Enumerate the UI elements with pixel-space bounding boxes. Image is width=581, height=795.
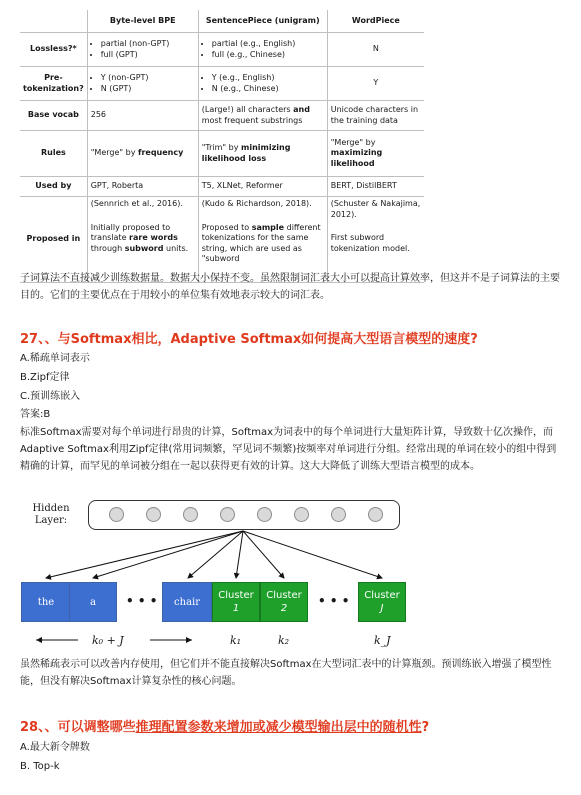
- list-item: • partial (non-GPT): [101, 39, 195, 50]
- table-header-bpe: Byte-level BPE: [87, 10, 198, 33]
- row-label-pretokenization: Pre-tokenization?: [20, 67, 87, 101]
- cluster-label: [266, 589, 302, 615]
- cluster-index: J: [380, 603, 384, 614]
- text: (Large!) all characters: [201, 105, 294, 114]
- k2-label: k₂: [278, 634, 290, 647]
- text: Proposed to: [201, 222, 252, 232]
- citation: (Schuster & Nakajima, 2012).: [330, 199, 421, 219]
- cell: 256: [87, 101, 198, 131]
- text: "Merge" by: [330, 137, 376, 147]
- text-bold: frequency: [137, 148, 184, 158]
- text: different tokenizations for the same string, which are used as "subword: [201, 222, 321, 263]
- row-label-proposed-in: Proposed in: [20, 197, 87, 283]
- text-bold: rare words: [129, 233, 178, 242]
- text-bold: subword: [124, 243, 164, 253]
- cell: BERT, DistilBERT: [327, 177, 424, 197]
- question-27-title: 27、、与Softmax相比，Adaptive Softmax如何提高大型语言模型的速度?: [20, 332, 478, 347]
- hidden-layer-label: Hidden Layer:: [32, 503, 70, 526]
- list-item: • Y (non-GPT): [101, 73, 195, 84]
- cell: Unicode characters in the training data: [327, 101, 424, 131]
- kj-label: [374, 634, 391, 647]
- cluster-index: 2: [280, 603, 288, 614]
- cell: GPT, Roberta: [87, 177, 198, 197]
- option-a: A.稀疏单词表示: [20, 353, 90, 364]
- cluster-word: Cluster: [218, 590, 254, 601]
- k1-label: k₁: [230, 634, 242, 647]
- text: Initially proposed to translate: [90, 222, 171, 242]
- cluster-word: Cluster: [266, 590, 302, 601]
- option-c: C.预训练嵌入: [20, 391, 81, 402]
- list-item: • partial (e.g., English): [212, 39, 324, 50]
- text: "Trim" by: [201, 143, 242, 152]
- list-item: • N (e.g., Chinese): [212, 84, 324, 95]
- text-bold: minimizing likelihood loss: [201, 143, 291, 163]
- list-item: • N (GPT): [101, 84, 195, 95]
- title-part: 28、、可以调整哪些: [20, 720, 136, 735]
- explanation-27: 标准Softmax需要对每个单词进行昂贵的计算，Softmax为词表中的每个单词进行大量矩阵计算，导致数十亿次操作，而Adaptive Softmax利用Zipf定律(常用词频繁，罕见词不频繁)按频率对单词进行分组。经常出现的单词在较小的组中得到精确的计算，而罕见的单词被分组在一起以获得更有效的计算。这大大降低了训练大型语言模型的成本。: [20, 427, 557, 472]
- cluster-label: [218, 589, 254, 615]
- cell: Y: [327, 67, 424, 101]
- paragraph-sparse: 虽然稀疏表示可以改善内存使用，但它们并不能直接解决Softmax在大型词汇表中的计算瓶颈。预训练嵌入增强了模型性能，但没有解决Softmax计算复杂性的核心问题。: [20, 659, 552, 687]
- ellipsis-dots: • • •: [126, 594, 158, 608]
- title-part-underlined: 推理配置参数来增加或减少模型输出层中的随机性: [135, 720, 422, 735]
- answer: 答案:B: [20, 409, 51, 420]
- option-b: B.Zipf定律: [20, 372, 70, 383]
- text: "Merge" by: [90, 148, 138, 158]
- ellipsis-dots: • • •: [318, 594, 350, 608]
- text: most frequent substrings: [201, 115, 303, 125]
- k0-label: k₀ + J: [92, 634, 124, 647]
- text: through: [90, 243, 125, 253]
- text-bold: and: [293, 105, 310, 114]
- question-28-title: [20, 716, 565, 735]
- list-item: • Y (e.g., English): [212, 73, 324, 84]
- table-header-sentencepiece: SentencePiece (unigram): [198, 10, 327, 33]
- list-item: • full (GPT): [101, 50, 195, 61]
- option-a: A.最大新令牌数: [20, 742, 90, 753]
- cluster-box-j: [358, 582, 406, 622]
- cluster-box-2: [260, 582, 308, 622]
- text: units.: [163, 243, 189, 253]
- row-label-used-by: Used by: [20, 177, 87, 197]
- list-item: • full (e.g., Chinese): [212, 50, 324, 61]
- word-box-a: a: [69, 582, 117, 622]
- row-label-rules: Rules: [20, 131, 87, 177]
- row-label-base-vocab: Base vocab: [20, 101, 87, 131]
- cluster-word: Cluster: [364, 590, 400, 601]
- citation: (Sennrich et al., 2016).: [90, 199, 183, 208]
- kj-text: k_J: [374, 634, 391, 647]
- cell: N: [327, 33, 424, 67]
- cluster-label: [364, 589, 400, 615]
- word-box-the: the: [21, 582, 71, 622]
- row-label-lossless: Lossless?*: [20, 33, 87, 67]
- title-part: ?: [421, 720, 430, 735]
- cluster-box-1: [212, 582, 260, 622]
- word-box-chair: chair: [162, 582, 212, 622]
- citation: (Kudo & Richardson, 2018).: [201, 199, 312, 208]
- paragraph-subword: 子词算法不直接减少训练数据量。数据大小保持不变。虽然限制词汇表大小可以提高计算效率，但这并不是子词算法的主要目的。它们的主要优点在于用较小的单位集有效地表示较大的词汇表。: [20, 273, 560, 301]
- cluster-index: 1: [232, 603, 240, 614]
- cell: T5, XLNet, Reformer: [198, 177, 327, 197]
- table-header-wordpiece: WordPiece: [327, 10, 424, 33]
- text-bold: maximizing likelihood: [330, 148, 383, 168]
- option-b: B. Top-k: [20, 761, 60, 772]
- text: First subword tokenization model.: [330, 233, 410, 253]
- text-bold: sample: [251, 222, 285, 232]
